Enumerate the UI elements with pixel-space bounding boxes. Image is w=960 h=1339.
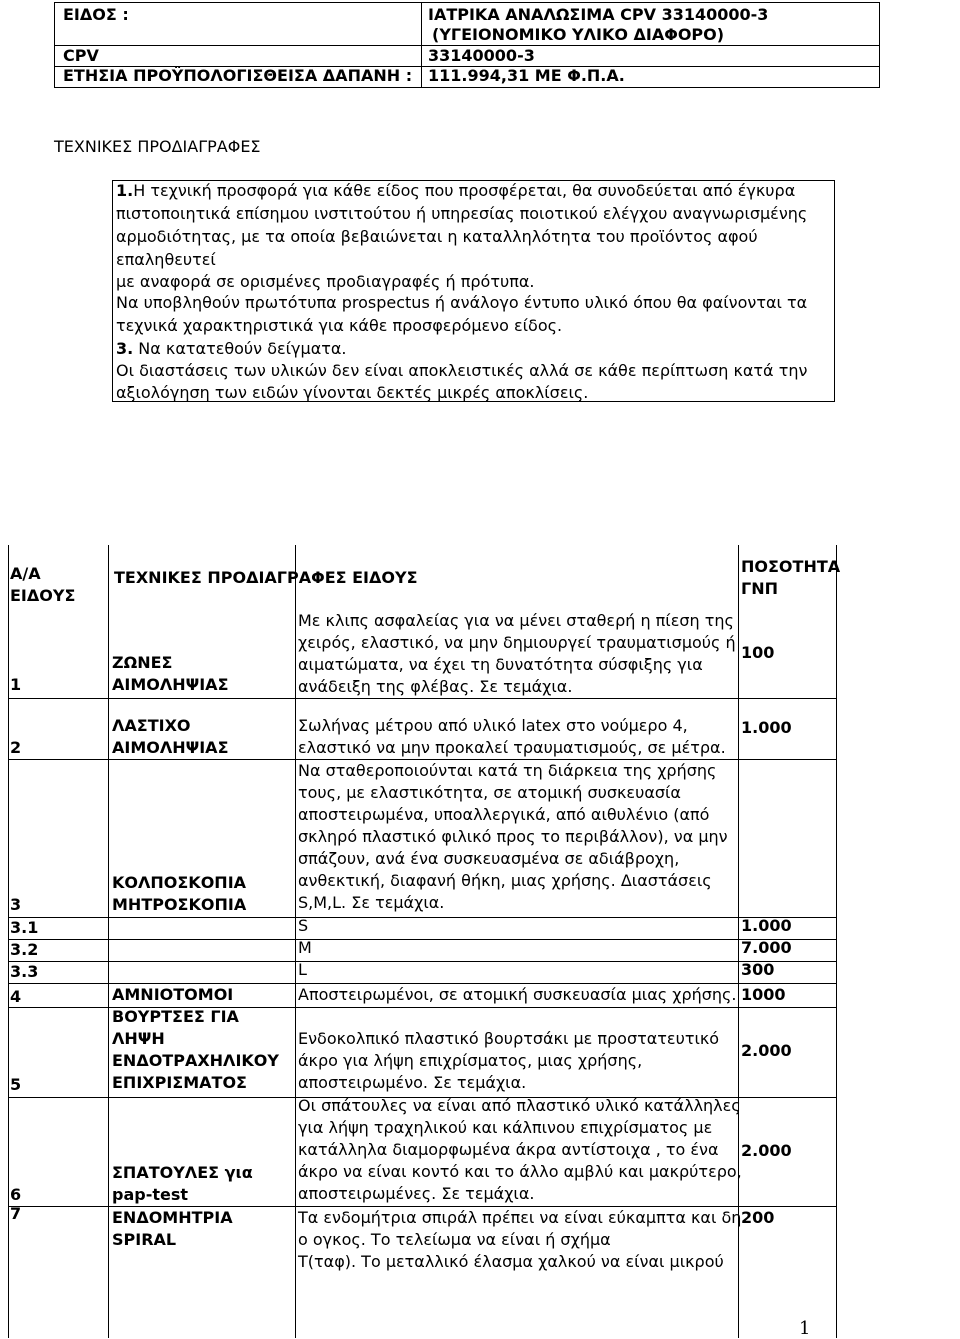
spec-line-text: πιστοποιητικά επίσημου ινστιτούτου ή υπηρεσίας ποιοτικού ελέγχου αναγνωρισμένης xyxy=(116,204,808,223)
item-description: ανθεκτική, διαφανή θήκη, μιας χρήσης. Διαστάσεις xyxy=(298,871,712,890)
item-name: ΕΝΔΟΜΗΤΡΙΑ xyxy=(112,1208,233,1227)
header-eidous: ΕΙΔΟΥΣ xyxy=(10,586,76,605)
header-gnp: ΓΝΠ xyxy=(741,579,778,598)
item-description: άκρο να είναι κοντό και το άλλο αμβλύ και μακρύτερο, xyxy=(298,1162,742,1181)
table-column-line xyxy=(295,545,296,1338)
item-name: ΚΟΛΠΟΣΚΟΠΙΑ xyxy=(112,873,247,892)
spec-line xyxy=(116,203,807,225)
item-name: SPIRAL xyxy=(112,1230,177,1249)
spec-line-number: 3. xyxy=(116,339,134,358)
item-description: ελαστικό να μην προκαλεί τραυματισμούς, σε μέτρα. xyxy=(298,738,726,757)
budget-value: 111.994,31 ΜΕ Φ.Π.Α. xyxy=(428,66,625,85)
item-quantity: 200 xyxy=(741,1208,775,1227)
spec-line-text: Να υποβληθούν πρωτότυπα prospectus ή ανάλογο έντυπο υλικό όπου θα φαίνονται τα xyxy=(116,293,808,312)
item-description: αιματώματα, να έχει τη δυνατότητα σύσφιξης για xyxy=(298,655,703,674)
spec-line-text: τεχνικά χαρακτηριστικά για κάθε προσφερόμενο είδος. xyxy=(116,316,563,335)
table-row-line xyxy=(8,939,836,940)
item-name: ΜΗΤΡΟΣΚΟΠΙΑ xyxy=(112,895,247,914)
item-description: σκληρό πλαστικό φιλικό προς το περιβάλλον), να μην xyxy=(298,827,728,846)
header-aa: Α/Α xyxy=(10,564,41,583)
eidos-value-line1: ΙΑΤΡΙΚΑ ΑΝΑΛΩΣΙΜΑ CPV 33140000-3 xyxy=(428,5,769,24)
spec-line xyxy=(116,338,347,360)
item-description: Τ(ταφ). Το μεταλλικό έλασμα χαλκού να είναι μικρού xyxy=(298,1252,724,1271)
item-name: ΕΝΔΟΤΡΑΧΗΛΙΚΟΥ xyxy=(112,1051,279,1070)
row-number: 4 xyxy=(10,987,22,1006)
row-number: 1 xyxy=(10,675,22,694)
item-name: ΛΑΣΤΙΧΟ xyxy=(112,716,191,735)
item-description: άκρο για λήψη επιχρίσματος, μιας χρήσης, xyxy=(298,1051,643,1070)
eidos-label: ΕΙΔΟΣ : xyxy=(63,5,129,24)
table-column-line xyxy=(8,545,9,1338)
spec-line-text: Η τεχνική προσφορά για κάθε είδος που προσφέρεται, θα συνοδεύεται από έγκυρα xyxy=(133,181,796,200)
item-description: L xyxy=(298,960,307,979)
spec-line xyxy=(116,382,588,404)
row-number: 3.1 xyxy=(10,918,39,937)
row-number: 5 xyxy=(10,1075,22,1094)
item-quantity: 1.000 xyxy=(741,718,792,737)
table-column-line xyxy=(108,545,109,1338)
item-description: S xyxy=(298,916,309,935)
item-name: ΕΠΙΧΡΙΣΜΑΤΟΣ xyxy=(112,1073,247,1092)
spec-line xyxy=(116,292,807,314)
spec-line-text: επαληθευτεί xyxy=(116,250,216,269)
item-description: M xyxy=(298,938,312,957)
spec-line xyxy=(116,360,807,382)
item-description: αποστειρωμένα, υποαλλεργικά, από αιθυλένιο (από xyxy=(298,805,710,824)
item-description: Τα ενδομήτρια σπιράλ πρέπει να είναι εύκαμπτα και δη xyxy=(298,1208,742,1227)
header-tech-specs: ΤΕΧΝΙΚΕΣ ΠΡΟΔΙΑΓΡΑΦΕΣ ΕΙΔΟΥΣ xyxy=(114,568,418,587)
item-description: χειρός, ελαστικό, να μην δημιουργεί τραυματισμούς ή xyxy=(298,633,736,652)
item-quantity: 1.000 xyxy=(741,916,792,935)
item-description: Αποστειρωμένοι, σε ατομική συσκευασία μιας χρήσης. xyxy=(298,985,737,1004)
item-description: ο ογκος. Το τελείωμα να είναι ή σχήμα xyxy=(298,1230,611,1249)
item-name: pap-test xyxy=(112,1185,189,1204)
item-quantity: 300 xyxy=(741,960,775,979)
spec-line xyxy=(116,249,216,271)
spec-line-text: αξιολόγηση των ειδών γίνονται δεκτές μικρές αποκλίσεις. xyxy=(116,383,589,402)
cpv-label: CPV xyxy=(63,46,99,65)
item-name: ΒΟΥΡΤΣΕΣ ΓΙΑ xyxy=(112,1007,239,1026)
item-name: ΑΙΜΟΛΗΨΙΑΣ xyxy=(112,675,229,694)
spec-line xyxy=(116,226,758,248)
item-description: αποστειρωμένες. Σε τεμάχια. xyxy=(298,1184,535,1203)
spec-line-text: με αναφορά σε ορισμένες προδιαγραφές ή πρότυπα. xyxy=(116,272,535,291)
row-number: 3.3 xyxy=(10,962,39,981)
item-quantity: 7.000 xyxy=(741,938,792,957)
table-row-line xyxy=(8,917,836,918)
item-quantity: 100 xyxy=(741,643,775,662)
spec-line xyxy=(116,180,795,202)
table-row-line xyxy=(8,698,836,699)
item-description: σπάζουν, ανά ένα συσκευασμένα σε αδιάβροχη, xyxy=(298,849,680,868)
spec-line-text: Οι διαστάσεις των υλικών δεν είναι αποκλειστικές αλλά σε κάθε περίπτωση κατά την xyxy=(116,361,808,380)
item-name: ΣΠΑΤΟΥΛΕΣ για xyxy=(112,1163,253,1182)
item-description: Με κλιπς ασφαλείας για να μένει σταθερή η πίεση της xyxy=(298,611,734,630)
header-qty: ΠΟΣΟΤΗΤΑ xyxy=(741,557,841,576)
row-number: 7 xyxy=(10,1204,22,1223)
row-number: 3 xyxy=(10,895,22,914)
item-description: Σωλήνας μέτρου από υλικό latex στο νούμερο 4, xyxy=(298,716,688,735)
page-number: 1 xyxy=(799,1318,811,1339)
spec-line-number: 1. xyxy=(116,181,134,200)
item-description: κατάλληλα διαμορφωμένα άκρα αντίστοιχα , το ένα xyxy=(298,1140,719,1159)
item-name: ΑΙΜΟΛΗΨΙΑΣ xyxy=(112,738,229,757)
table-column-line xyxy=(836,545,837,1338)
item-name: ΛΗΨΗ xyxy=(112,1029,165,1048)
item-description: για λήψη τραχηλικού και κάλπινου επιχρίσματος με xyxy=(298,1118,713,1137)
eidos-value-line2: (ΥΓΕΙΟΝΟΜΙΚΟ ΥΛΙΚΟ ΔΙΑΦΟΡΟ) xyxy=(432,25,725,44)
item-description: Οι σπάτουλες να είναι από πλαστικό υλικό κατάλληλες xyxy=(298,1096,741,1115)
spec-line xyxy=(116,271,534,293)
tech-specs-title: ΤΕΧΝΙΚΕΣ ΠΡΟΔΙΑΓΡΑΦΕΣ xyxy=(54,137,261,156)
item-description: ανάδειξη της φλέβας. Σε τεμάχια. xyxy=(298,677,573,696)
cpv-value: 33140000-3 xyxy=(428,46,535,65)
row-number: 2 xyxy=(10,738,22,757)
item-name: ΖΩΝΕΣ xyxy=(112,653,173,672)
item-name: ΑΜΝΙΟΤΟΜΟΙ xyxy=(112,985,234,1004)
item-description: αποστειρωμένο. Σε τεμάχια. xyxy=(298,1073,527,1092)
item-quantity: 2.000 xyxy=(741,1141,792,1160)
table-row-line xyxy=(8,961,836,962)
row-number: 6 xyxy=(10,1185,22,1204)
budget-label: ΕΤΗΣΙΑ ΠΡΟΫΠΟΛΟΓΙΣΘΕΙΣΑ ΔΑΠΑΝΗ : xyxy=(63,66,413,85)
item-description: Να σταθεροποιούνται κατά τη διάρκεια της χρήσης xyxy=(298,761,717,780)
item-quantity: 2.000 xyxy=(741,1041,792,1060)
item-description: S,M,L. Σε τεμάχια. xyxy=(298,893,445,912)
spec-line-text: Να κατατεθούν δείγματα. xyxy=(133,339,347,358)
item-quantity: 1000 xyxy=(741,985,786,1004)
item-description: τους, με ελαστικότητα, σε ατομική συσκευασία xyxy=(298,783,681,802)
row-number: 3.2 xyxy=(10,940,39,959)
spec-line-text: αρμοδιότητας, με τα οποία βεβαιώνεται η καταλληλότητα του προϊόντος αφού xyxy=(116,227,758,246)
item-description: Ενδοκολπικό πλαστικό βουρτσάκι με προστατευτικό xyxy=(298,1029,720,1048)
spec-line xyxy=(116,315,562,337)
